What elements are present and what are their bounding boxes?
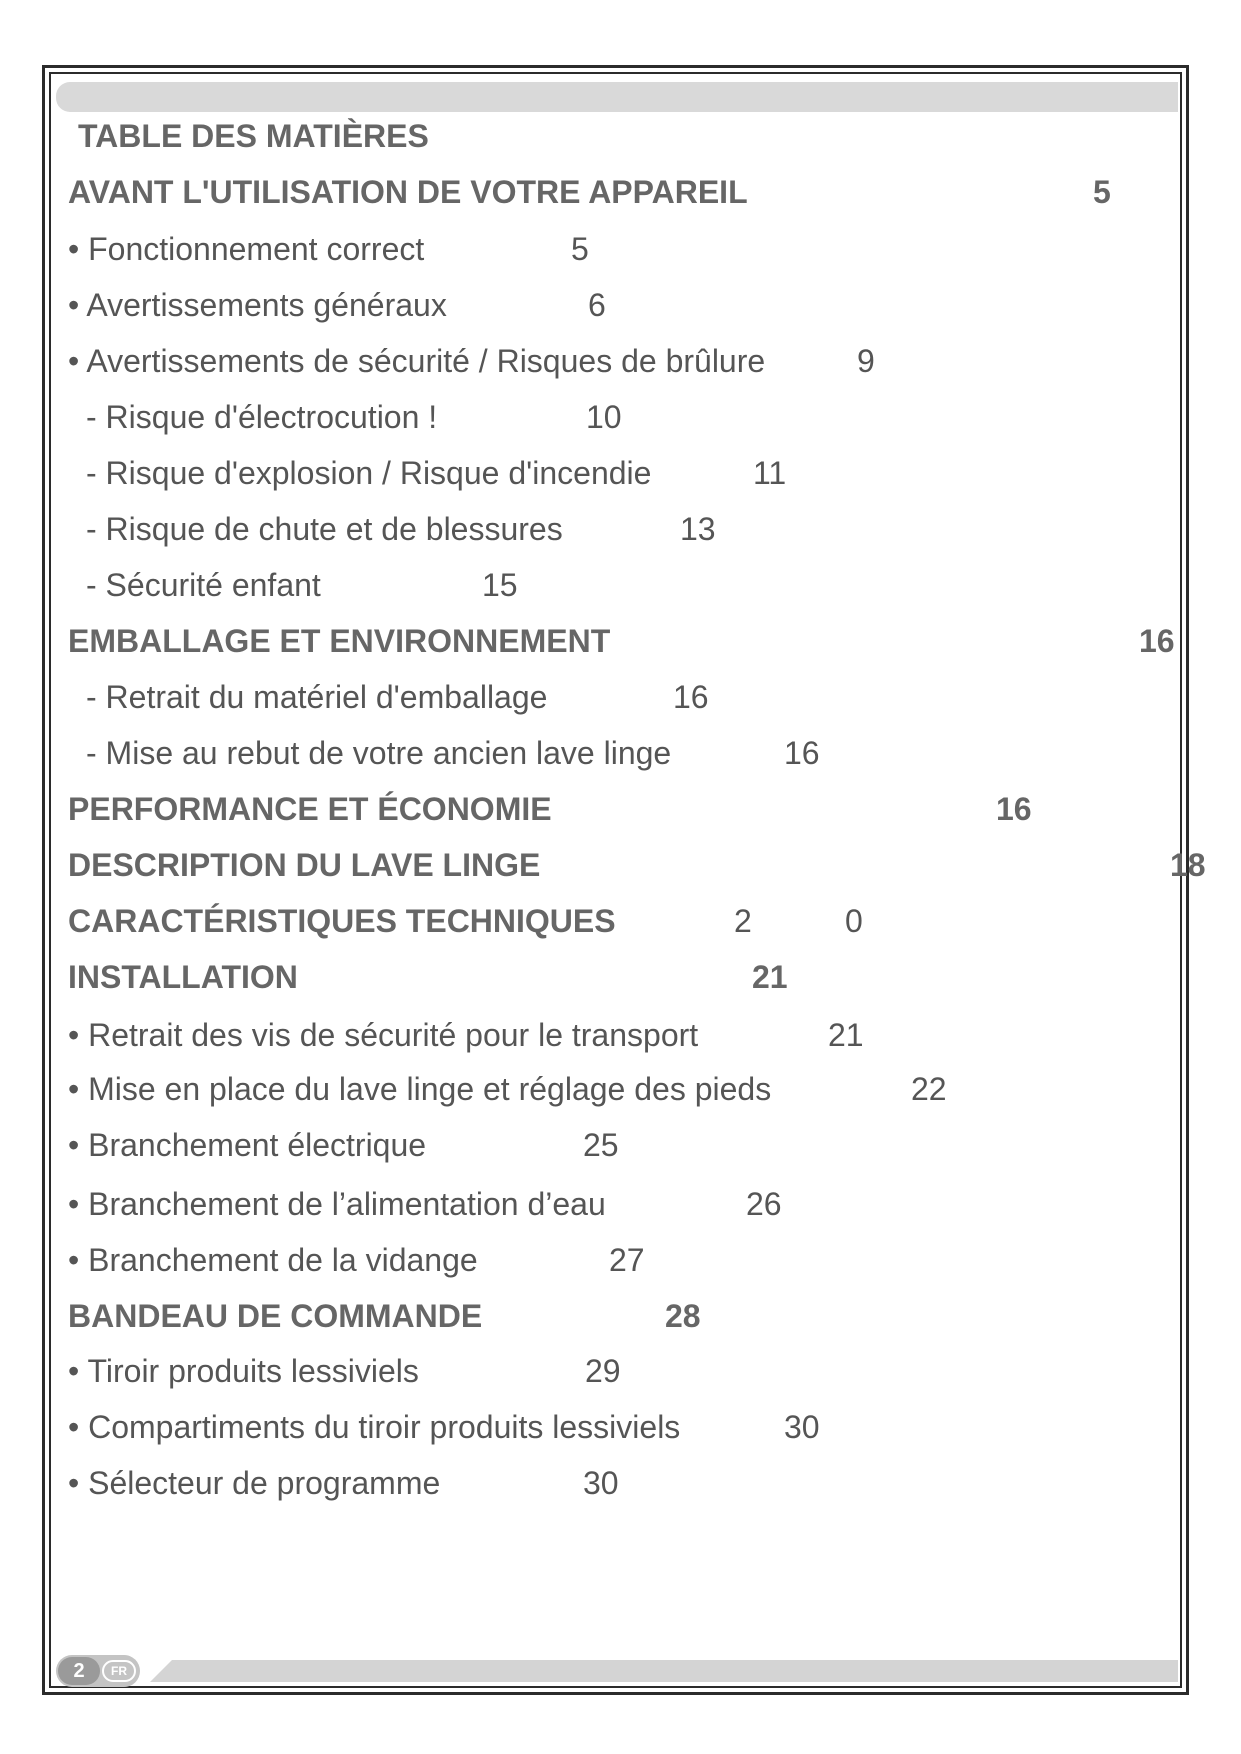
toc-subitem-page: 15 [482, 567, 518, 603]
toc-item-page: 30 [784, 1409, 820, 1445]
toc-item-label[interactable]: • Branchement électrique [68, 1127, 427, 1163]
toc-subitem-label[interactable]: - Retrait du matériel d'emballage [86, 679, 548, 715]
toc-item-page: 6 [588, 287, 606, 323]
page-number: 2 [58, 1657, 100, 1685]
toc-subitem-label[interactable]: - Risque d'explosion / Risque d'incendie [86, 455, 652, 491]
toc-subitem-page: 16 [673, 679, 709, 715]
toc-section-label[interactable]: EMBALLAGE ET ENVIRONNEMENT [68, 623, 611, 659]
toc-subitem-label[interactable]: - Mise au rebut de votre ancien lave linge [86, 735, 672, 771]
toc-item-label[interactable]: • Avertissements généraux [68, 287, 447, 323]
toc-section-label[interactable]: INSTALLATION [68, 959, 298, 995]
toc-item-page: 27 [609, 1242, 645, 1278]
language-badge: FR [102, 1660, 136, 1682]
toc-item-page: 29 [585, 1353, 621, 1389]
toc-subitem-label[interactable]: - Risque de chute et de blessures [86, 511, 563, 547]
toc-section-label[interactable]: BANDEAU DE COMMANDE [68, 1298, 483, 1334]
toc-section-label[interactable]: CARACTÉRISTIQUES TECHNIQUES [68, 903, 616, 939]
toc-item-page: 21 [828, 1017, 864, 1053]
toc-subitem-page: 16 [784, 735, 820, 771]
toc-item-page: 9 [857, 343, 875, 379]
toc-section-page: 28 [665, 1298, 701, 1334]
toc-item-label[interactable]: • Fonctionnement correct [68, 231, 425, 267]
toc-subitem-label[interactable]: - Sécurité enfant [86, 567, 321, 603]
toc-item-page: 5 [571, 231, 589, 267]
toc-section-page: 16 [996, 791, 1032, 827]
toc-subitem-page: 10 [586, 399, 622, 435]
toc-item-label[interactable]: • Mise en place du lave linge et réglage des pieds [68, 1071, 772, 1107]
toc-section-page: 21 [752, 959, 788, 995]
toc-section-label[interactable]: AVANT L'UTILISATION DE VOTRE APPAREIL [68, 174, 748, 210]
toc-section-page-part: 0 [845, 903, 863, 939]
toc-item-label[interactable]: • Branchement de la vidange [68, 1242, 478, 1278]
toc-item-label[interactable]: • Tiroir produits lessiviels [68, 1353, 419, 1389]
toc-item-page: 25 [583, 1127, 619, 1163]
toc-item-page: 26 [746, 1186, 782, 1222]
toc-item-label[interactable]: • Compartiments du tiroir produits lessiviels [68, 1409, 681, 1445]
toc-section-page: 18 [1170, 847, 1206, 883]
toc-section-label[interactable]: PERFORMANCE ET ÉCONOMIE [68, 791, 552, 827]
toc-item-label[interactable]: • Avertissements de sécurité / Risques de brûlure [68, 343, 766, 379]
toc-item-page: 30 [583, 1465, 619, 1501]
footer-bar [150, 1660, 1178, 1682]
toc-item-label[interactable]: • Branchement de l’alimentation d’eau [68, 1186, 606, 1222]
toc-subitem-page: 11 [753, 455, 787, 491]
toc-subitem-label[interactable]: - Risque d'électrocution ! [86, 399, 438, 435]
toc-item-label[interactable]: • Retrait des vis de sécurité pour le transport [68, 1017, 699, 1053]
toc-item-label[interactable]: • Sélecteur de programme [68, 1465, 441, 1501]
toc-item-page: 22 [911, 1071, 947, 1107]
toc-section-page: 16 [1139, 623, 1175, 659]
toc-section-page-part: 2 [734, 903, 752, 939]
toc-subitem-page: 13 [680, 511, 716, 547]
header-bar [56, 82, 1178, 112]
toc-title: TABLE DES MATIÈRES [78, 118, 429, 154]
toc-section-page: 5 [1093, 174, 1111, 210]
toc-section-label[interactable]: DESCRIPTION DU LAVE LINGE [68, 847, 541, 883]
